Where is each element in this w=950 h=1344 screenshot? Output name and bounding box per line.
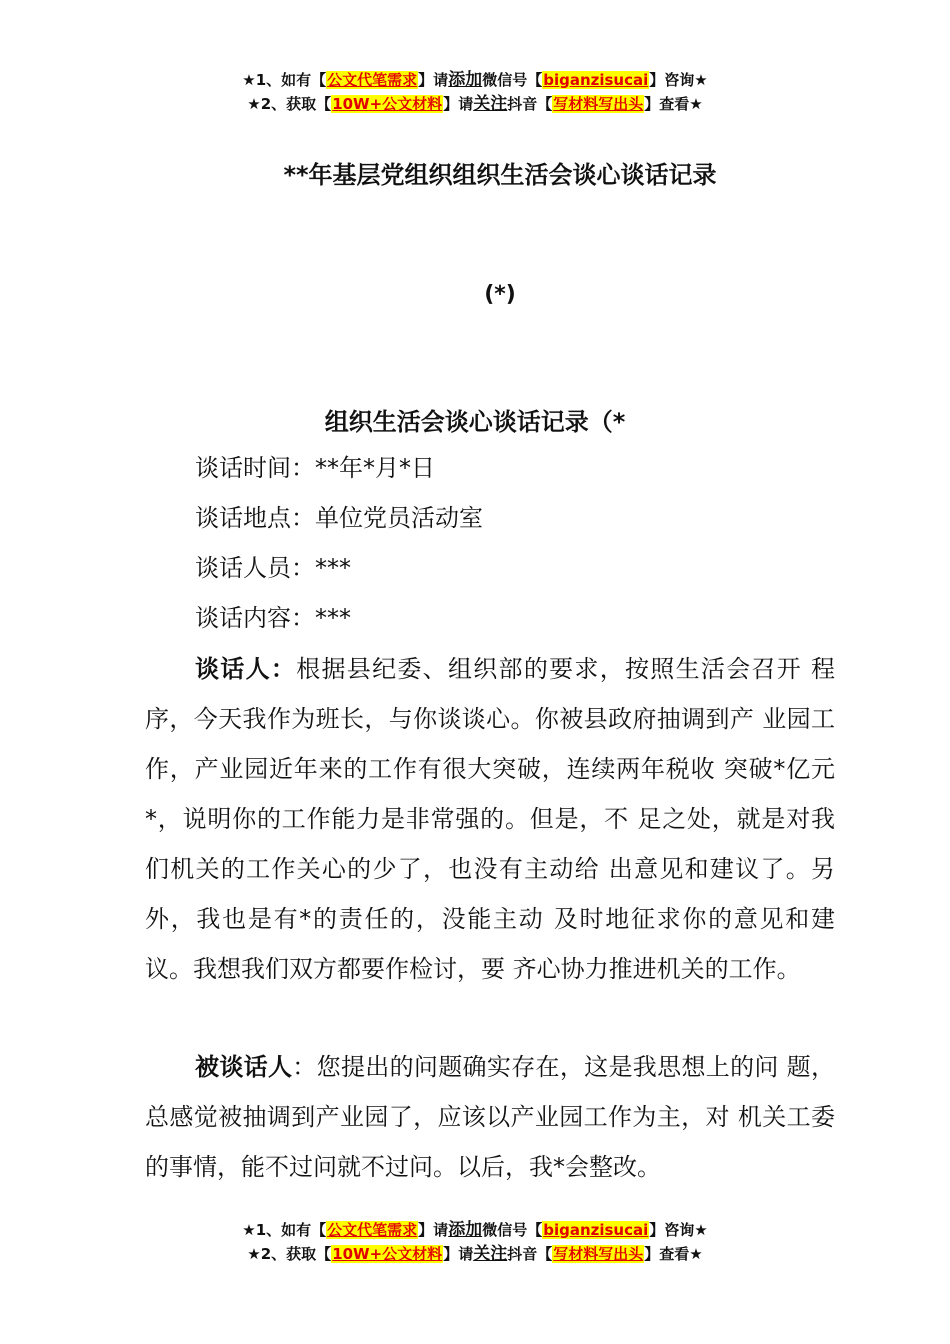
document-subtitle: (*) [484, 282, 516, 307]
banner-highlight-service: 公文代笔需求 [327, 1221, 418, 1239]
respondent-label: 被谈话人 [195, 1053, 293, 1081]
banner-line-2: ★2、获取【10W+公文材料】请关注抖音【写材料写出头】查看★ [247, 94, 703, 114]
banner-highlight-materials: 10W+公文材料 [332, 95, 443, 113]
paragraph-speaker [145, 644, 835, 994]
speaker-label: 谈话人： [195, 655, 297, 683]
banner-line-2: ★2、获取【10W+公文材料】请关注抖音【写材料写出头】查看★ [247, 1244, 703, 1264]
banner-line-1: ★1、如有【公文代笔需求】请添加微信号【biganzisucai】咨询★ [242, 1220, 708, 1240]
banner-highlight-wechat: biganzisucai [543, 1221, 649, 1239]
banner-highlight-service: 公文代笔需求 [327, 71, 418, 89]
field-place: 谈话地点：单位党员活动室 [195, 504, 483, 532]
record-title: 组织生活会谈心谈话记录（* [324, 408, 626, 436]
field-people: 谈话人员：*** [195, 554, 351, 582]
banner-line-1: ★1、如有【公文代笔需求】请添加微信号【biganzisucai】咨询★ [242, 70, 708, 90]
field-content: 谈话内容：*** [195, 604, 351, 632]
banner-highlight-douyin: 写材料写出头 [553, 95, 644, 113]
document-title: **年基层党组织组织生活会谈心谈话记录 [283, 161, 717, 189]
banner-highlight-wechat: biganzisucai [543, 71, 649, 89]
banner-highlight-douyin: 写材料写出头 [553, 1245, 644, 1263]
respondent-text: ：您提出的问题确实存在，这是我思想上的问 题，总感觉被抽调到产业园了，应该以产业园工作为主，对 机关工委的事情，能不过问就不过问。以后，我*会整改。 [145, 1053, 835, 1181]
banner-highlight-materials: 10W+公文材料 [332, 1245, 443, 1263]
paragraph-respondent [145, 1042, 835, 1192]
speaker-text: 根据县纪委、组织部的要求，按照生活会召开 程序，今天我作为班长，与你谈谈心。你被县政府抽调到产 业园工作，产业园近年来的工作有很大突破，连续两年税收 突破*亿元*，说明你的工作能力是非常强的。但是，不 足之处，就是对我们机关的工作关心的少了，也没有主动给 出意见和建议了。另外，我也是有*的责任的，没能主动 及时地征求你的意见和建议。我想我们双方都要作检讨，要 齐心协力推进机关的工作。 [145, 655, 835, 983]
field-time: 谈话时间：**年*月*日 [195, 454, 435, 482]
bottom-banner [0, 1218, 950, 1266]
top-banner [0, 68, 950, 116]
